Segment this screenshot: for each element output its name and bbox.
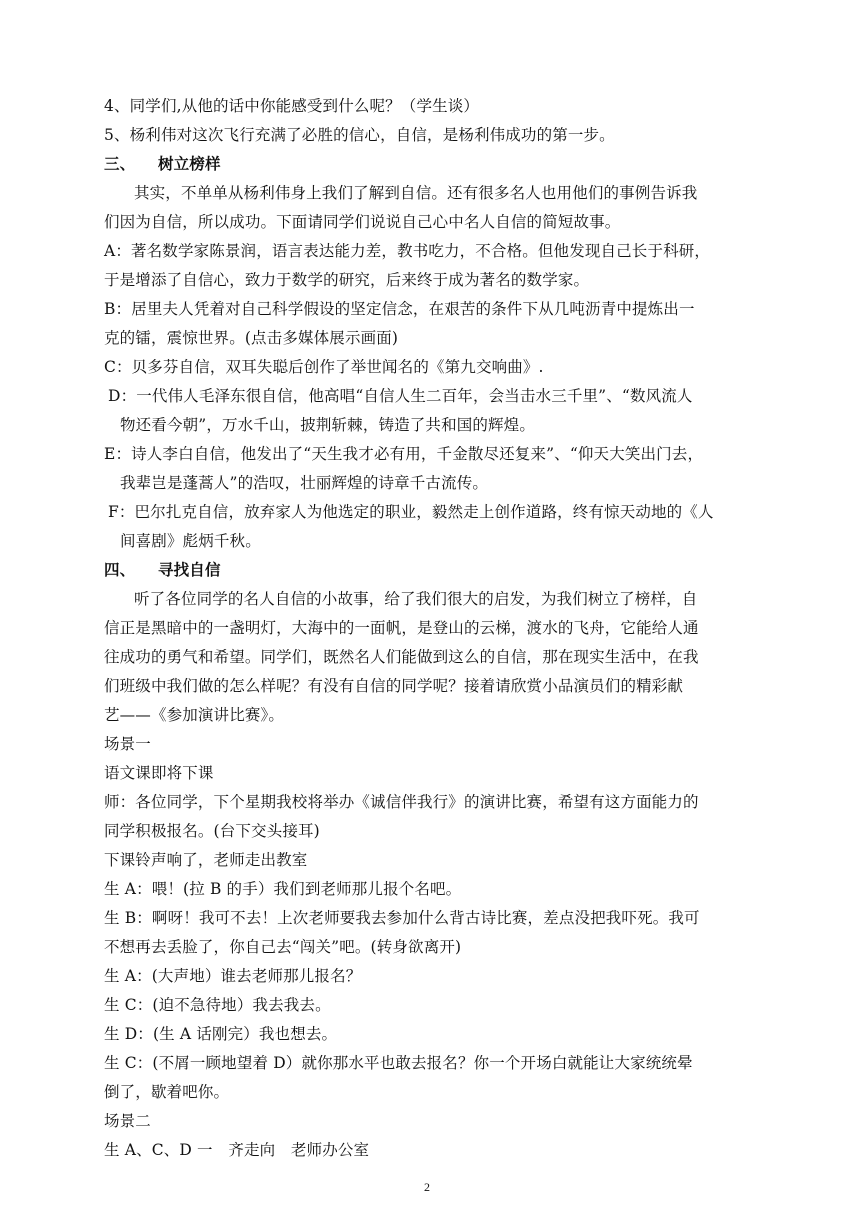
section-number: 四、 [104,560,136,579]
paragraph-line: 们班级中我们做的怎么样呢？有没有自信的同学呢？接着请欣赏小品演员们的精彩献 [104,677,684,695]
paragraph-line: 其实，不单单从杨利伟身上我们了解到自信。还有很多名人也用他们的事例告诉我 [134,184,698,202]
paragraph-line: 生 B：啊呀！我可不去！上次老师要我去参加什么背古诗比赛，差点没把我吓死。我可 [104,909,700,927]
paragraph-line: 语文课即将下课 [104,764,214,782]
paragraph-line: D：一代伟人毛泽东很自信，他高唱“自信人生二百年，会当击水三千里”、“数风流人 [108,387,693,405]
paragraph-line: 场景一 [104,735,151,753]
paragraph-line: 同学积极报名。(台下交头接耳) [104,822,320,840]
paragraph-line: 我辈岂是蓬蒿人”的浩叹，壮丽辉煌的诗章千古流传。 [120,474,489,492]
paragraph-line: 场景二 [104,1112,151,1130]
section-title: 寻找自信 [158,560,221,579]
paragraph-line: 们因为自信，所以成功。下面请同学们说说自己心中名人自信的简短故事。 [104,213,621,231]
section-heading-three [104,154,860,174]
paragraph-line: 生 C：(不屑一顾地望着 D）就你那水平也敢去报名？你一个开场白就能让大家统统晕 [104,1054,693,1072]
paragraph-line: 信正是黑暗中的一盏明灯，大海中的一面帆，是登山的云梯，渡水的飞舟，它能给人通 [104,619,699,637]
paragraph-line: 往成功的勇气和希望。同学们，既然名人们能做到这么的自信，那在现实生活中，在我 [104,648,699,666]
paragraph-line: 克的镭，震惊世界。(点击多媒体展示画面) [104,329,399,347]
paragraph-line: E：诗人李白自信，他发出了“天生我才必有用，千金散尽还复来”、“仰天大笑出门去， [104,445,704,463]
paragraph-line: 生 A：(大声地）谁去老师那儿报名？ [104,967,362,985]
paragraph-line: 物还看今朝”，万水千山，披荆斩棘，铸造了共和国的辉煌。 [120,416,535,434]
paragraph-line: 生 C：(迫不急待地）我去我去。 [104,996,331,1014]
paragraph-line: 生 A：喂！(拉 B 的手）我们到老师那儿报个名吧。 [104,880,462,898]
paragraph-line: 生 A、C、D 一 齐走向 老师办公室 [104,1141,370,1159]
paragraph-line: 5、杨利伟对这次飞行充满了必胜的信心，自信，是杨利伟成功的第一步。 [104,126,615,144]
paragraph-line: 下课铃声响了，老师走出教室 [104,851,308,869]
paragraph-line: 生 D：(生 A 话刚完）我也想去。 [104,1025,338,1043]
paragraph-line: C：贝多芬自信，双耳失聪后创作了举世闻名的《第九交响曲》. [104,358,544,376]
section-heading-four [104,560,860,580]
page-number: 2 [424,1180,430,1194]
paragraph-line: 不想再去丢脸了，你自己去“闯关”吧。(转身欲离开) [104,938,462,956]
paragraph-line: F：巴尔扎克自信，放弃家人为他选定的职业，毅然走上创作道路，终有惊天动地的《人 [108,503,714,521]
paragraph-line: 倒了，歇着吧你。 [104,1083,230,1101]
paragraph-line: 4、同学们,从他的话中你能感受到什么呢？（学生谈） [104,97,480,115]
section-number: 三、 [104,154,136,173]
paragraph-line: 间喜剧》彪炳千秋。 [120,532,261,550]
paragraph-line: 艺——《参加演讲比赛》。 [104,706,285,724]
paragraph-line: 听了各位同学的名人自信的小故事，给了我们很大的启发，为我们树立了榜样，自 [134,590,698,608]
paragraph-line: 于是增添了自信心，致力于数学的研究，后来终于成为著名的数学家。 [104,271,590,289]
paragraph-line: A：著名数学家陈景润，语言表达能力差，教书吃力，不合格。但他发现自己长于科研， [104,242,711,260]
section-title: 树立榜样 [158,154,221,173]
paragraph-line: 师：各位同学，下个星期我校将举办《诚信伴我行》的演讲比赛，希望有这方面能力的 [104,793,699,811]
paragraph-line: B：居里夫人凭着对自己科学假设的坚定信念，在艰苦的条件下从几吨沥青中提炼出一 [104,300,695,318]
